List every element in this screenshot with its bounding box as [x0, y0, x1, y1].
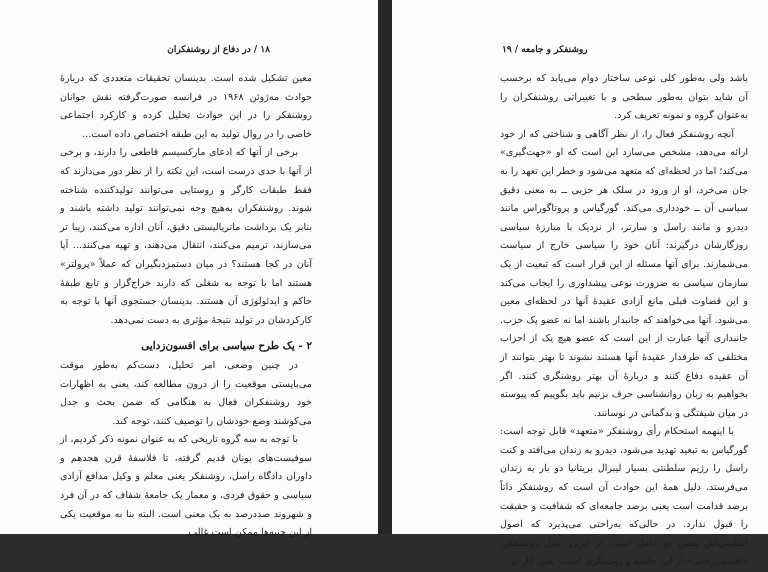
- right-book-page: [392, 0, 768, 568]
- right-page-body: [500, 70, 748, 572]
- left-book-page: [0, 0, 378, 539]
- paragraph: معین تشکیل شده است. بدینسان تحقیقات متعددی که دربارهٔ حوادث مه‌ژوئن ۱۹۶۸ در فرانسه صورت‌گرفته نقش جوانان روشنفکر را در این حوادث تحلیل کرده و کارکرد اجتماعی خاصی را در روال تولید به این طبقه اختصاص داده است...: [60, 73, 312, 140]
- paragraph: با توجه به سه گروه تاریخی که به عنوان نمونه ذکر کردیم، از سوفیست‌های یونان قدیم گرفته، تا فلاسفهٔ قرن هجدهم و داوران دادگاه راسل، روشنفکر یعنی معلم و وکیل مدافع آزادی سیاسی و حقوق فردی، و معمار یک جامعهٔ شفاف که در آن فرد و شهروند صددرصد به یک معنی است. البته بنا به موقعیت یکی از این جنبه‌ها ممکن است غالب: [59, 434, 312, 539]
- left-page-body: [60, 70, 312, 543]
- paragraph: برخی از آنها که ادعای مارکسیسم قاطعی را دارند، و برخی از آنها با حدی درست است، این نکته را از نظر دور می‌دارند که فقط طبقات کارگر و روستایی می‌توانند تولیدکننده شناخته شوند. روشنفکران به‌هیچ وجه نمی‌توانند تولید داشته باشند و بنابر یک برداشت ماتریالیستی دقیق، آنان اداره می‌کنند، زیبا تر می‌سازند، ترمیم می‌کنند، انتقال می‌دهند، و تهیه می‌کنند... آیا آنان در کجا هستند؟ در میان دستمزدبگیران که عملاً «پرولتر» هستند اما با توجه به شغلی که دارند خراج‌گزار و تابع طبقهٔ حاکم و ایدئولوژی آن هستند. بدینسان جستجوی آنها با توجه به کارکردشان در تولید نتیجهٔ مؤثری به دست نمی‌دهد.: [60, 147, 312, 326]
- paragraph: با اینهمه استحکام رأی روشنفکر «متعهد» قابل توجه است: گورگیاس به تبعید تهدید می‌شود، دیدرو به زندان می‌افتد و کنت راسل را رژیم سلطنتی بسیار لیبرال بریتانیا دو بار به زندان می‌فرستد. دلیل همهٔ این حوادث آن است که روشنفکر ذاتاً برضد قدامت است یعنی برضد جامعه‌ای که شفافیت و حقیقت را قبول ندارد. در حالی‌که به‌راحتی می‌پذیرد که اصول اساسی‌اش همین دو عامل است. از این‌رو عمل روشنفکر، «افسون‌زدایی» از این جامعه و روشنگری است: یعنی کار او: [500, 426, 748, 568]
- paragraph: آنچه روشنفکر فعال را، از نظر آگاهی و شناختی که از خود ارائه می‌دهد، مشخص می‌سازد این است که او «جهت‌گیری» می‌کند؛ اما در لحظه‌ای که متعهد می‌شود و خطر این تعهد را به جان می‌خرد، او از ورود در سلک هر حزبی ــ به معنی دقیق سیاسی آن ــ خودداری می‌کند. گورگیاس و پروتاگوراس مانند دیدرو و مانند راسل و سارتر، از نزدیک با مبارزهٔ سیاسی روزگارشان درگیرند: آنان خود را سیاسی خارج از سیاست می‌شمارند. برای آنها مسئله از این قرار است که تبعیت از یک سازمان سیاسی به ضرورت نوعی پیشداوری را ایجاب می‌کند و این قضاوت قبلی مانع آزادی عقیدهٔ آنها در لحظه‌ای معین می‌شود. آنها می‌خواهند که جانبدار باشند اما نه عضو یک حزب. جانبداری آنها عبارت از این است که عضو هیچ یک از احزاب مختلفی که طرفدار عقیدهٔ آنها هستند نشوند تا بهتر بتوانند از آن عقیده دفاع کنند و دربارهٔ آن بهتر روشنگری کنند. اگر بخواهیم به زبان روانشناسی حرف بزنیم باید بگوییم که پیوسته در میان شیفتگی و بدگمانی در نوسانند.: [500, 128, 748, 419]
- right-page-header: روشنفکر و جامعه / ۱۹: [502, 45, 588, 55]
- paragraph: در چنین وضعی، امر تحلیل، دست‌کم به‌طور موقت می‌بایستی موقعیت را از درون مطالعه کند، یعنی به اظهارات خود روشنفکران فعال به هنگامی که ضمن بحث و جدل می‌کوشند وضع خودشان را توصیف کنند، توجه کند.: [60, 359, 312, 427]
- left-page-header: ۱۸ / در دفاع از روشنفکران: [167, 45, 270, 55]
- section-heading: ۲ - یک طرح سیاسی برای افسون‌زدایی: [141, 340, 312, 353]
- paragraph: باشد ولی به‌طور کلی نوعی ساختار دوام می‌یابد که برحسب آن شاید بتوان به‌طور سطحی و با تغییراتی روشنفکران را به‌عنوان گروه و نمونه تعریف کرد.: [500, 73, 748, 122]
- book-spine: [378, 0, 392, 534]
